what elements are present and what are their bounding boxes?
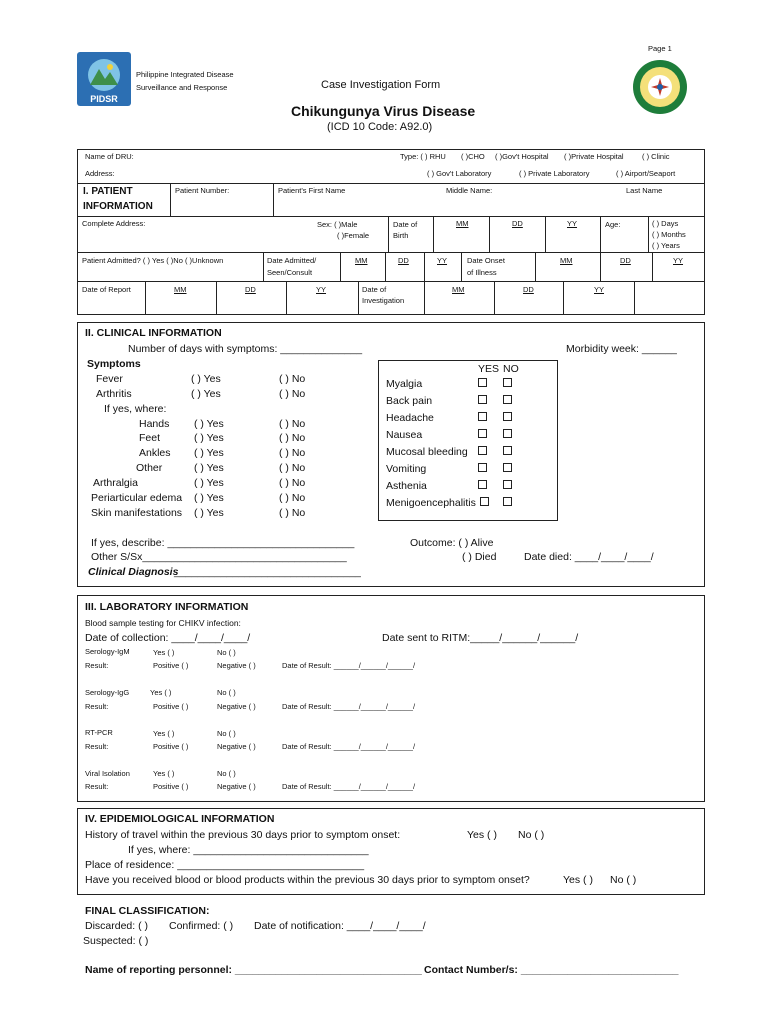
- viral-no[interactable]: No ( ): [217, 769, 236, 778]
- arthralgia-yes[interactable]: ( ) Yes: [194, 477, 224, 489]
- contact-number[interactable]: Contact Number/s: ___________________________: [424, 964, 679, 976]
- other-no[interactable]: ( ) No: [279, 462, 306, 474]
- middle-name-label: Middle Name:: [446, 186, 493, 195]
- outcome-died[interactable]: ( ) Died: [462, 551, 497, 563]
- rtpcr-date-of-result[interactable]: Date of Result: ______/______/______/: [282, 742, 416, 751]
- travel-no[interactable]: No ( ): [518, 829, 545, 841]
- confirmed-option[interactable]: Confirmed: ( ): [169, 920, 234, 932]
- periarticular-edema-no[interactable]: ( ) No: [279, 492, 306, 504]
- report-dd: DD: [245, 285, 256, 294]
- mucosal-bleeding-yes-checkbox[interactable]: [478, 446, 487, 455]
- days-with-symptoms[interactable]: Number of days with symptoms: ______________: [128, 343, 363, 355]
- sex-female-option[interactable]: ( )Female: [337, 231, 370, 240]
- vomiting-no-checkbox[interactable]: [503, 463, 512, 472]
- feet-no[interactable]: ( ) No: [279, 432, 306, 444]
- dob-label-1: Date of: [393, 220, 418, 229]
- igm-result-label: Result:: [85, 661, 109, 670]
- symptom-other: Other: [136, 462, 163, 474]
- doh-seal-text: [632, 59, 633, 60]
- fever-no[interactable]: ( ) No: [279, 373, 306, 385]
- no-column-header: NO: [503, 363, 519, 375]
- type-rhu-option[interactable]: Type: ( ) RHU: [400, 152, 446, 161]
- patient-info-title-2: INFORMATION: [83, 201, 153, 212]
- myalgia-yes-checkbox[interactable]: [478, 378, 487, 387]
- travel-where[interactable]: If yes, where: ______________________________: [128, 844, 369, 856]
- morbidity-week[interactable]: Morbidity week: ______: [566, 343, 677, 355]
- clinical-info-title: II. CLINICAL INFORMATION: [85, 327, 222, 339]
- symptom-myalgia: Myalgia: [386, 378, 423, 390]
- report-yy: YY: [316, 285, 327, 294]
- date-of-report-label: Date of Report: [82, 285, 131, 294]
- admitted-yy: YY: [437, 256, 448, 265]
- type-cho-option[interactable]: ( )CHO: [461, 152, 485, 161]
- reporting-personnel[interactable]: Name of reporting personnel: ________________________________: [85, 964, 422, 976]
- periarticular-edema-yes[interactable]: ( ) Yes: [194, 492, 224, 504]
- discarded-option[interactable]: Discarded: ( ): [85, 920, 149, 932]
- igm-date-of-result[interactable]: Date of Result: ______/______/______/: [282, 661, 416, 670]
- vomiting-yes-checkbox[interactable]: [478, 463, 487, 472]
- date-admitted-label-2: Seen/Consult: [267, 268, 313, 277]
- type-private-hospital-option[interactable]: ( )Private Hospital: [564, 152, 624, 161]
- epidemiological-info-title: IV. EPIDEMIOLOGICAL INFORMATION: [85, 813, 275, 825]
- onset-label-1: Date Onset: [467, 256, 505, 265]
- form-title: Case Investigation Form: [321, 79, 441, 91]
- ankles-no[interactable]: ( ) No: [279, 447, 306, 459]
- page-number: Page 1: [648, 44, 672, 53]
- symptom-headache: Headache: [386, 412, 434, 424]
- test-serology-igg: Serology-IgG: [85, 688, 130, 697]
- age-label: Age:: [605, 220, 621, 229]
- symptom-mucosal-bleeding: Mucosal bleeding: [386, 446, 468, 458]
- symptom-back-pain: Back pain: [386, 395, 433, 407]
- type-airport-option[interactable]: ( ) Airport/Seaport: [616, 169, 676, 178]
- doh-seal: [632, 59, 688, 115]
- igg-no[interactable]: No ( ): [217, 688, 236, 697]
- test-rt-pcr: RT-PCR: [85, 728, 113, 737]
- clinical-diagnosis-label: Clinical Diagnosis: [88, 566, 179, 578]
- first-name-label: Patient's First Name: [278, 186, 346, 195]
- onset-yy: YY: [673, 256, 684, 265]
- arthritis-no[interactable]: ( ) No: [279, 388, 306, 400]
- name-of-dru-label: Name of DRU:: [85, 152, 134, 161]
- symptom-vomiting: Vomiting: [386, 463, 427, 475]
- patient-info-title-1: I. PATIENT: [83, 186, 133, 197]
- nausea-yes-checkbox[interactable]: [478, 429, 487, 438]
- date-admitted-label-1: Date Admitted/: [267, 256, 317, 265]
- rtpcr-yes[interactable]: Yes ( ): [153, 729, 175, 738]
- fever-yes[interactable]: ( ) Yes: [191, 373, 221, 385]
- arthritis-yes[interactable]: ( ) Yes: [191, 388, 221, 400]
- skin-manifestations-no[interactable]: ( ) No: [279, 507, 306, 519]
- dob-mm: MM: [456, 219, 469, 228]
- hands-yes[interactable]: ( ) Yes: [194, 418, 224, 430]
- other-ssx[interactable]: Other S/Sx___________________________________: [91, 551, 347, 563]
- dob-dd: DD: [512, 219, 523, 228]
- feet-yes[interactable]: ( ) Yes: [194, 432, 224, 444]
- symptom-ankles: Ankles: [139, 447, 171, 459]
- symptoms-heading: Symptoms: [87, 358, 141, 370]
- viral-negative[interactable]: Negative ( ): [217, 782, 256, 791]
- admitted-mm: MM: [355, 256, 368, 265]
- org-line-1: Philippine Integrated Disease: [136, 70, 234, 79]
- rtpcr-positive[interactable]: Positive ( ): [153, 742, 189, 751]
- arthralgia-no[interactable]: ( ) No: [279, 477, 306, 489]
- viral-yes[interactable]: Yes ( ): [153, 769, 175, 778]
- symptom-periarticular-edema: Periarticular edema: [91, 492, 183, 504]
- if-yes-describe[interactable]: If yes, describe: ________________________________: [91, 537, 355, 549]
- date-of-notification[interactable]: Date of notification: ____/____/____/: [254, 920, 426, 932]
- onset-mm: MM: [560, 256, 573, 265]
- patient-admitted-options[interactable]: Patient Admitted? ( ) Yes ( )No ( )Unknown: [82, 256, 224, 265]
- asthenia-yes-checkbox[interactable]: [478, 480, 487, 489]
- travel-history-question: History of travel within the previous 30 days prior to symptom onset:: [85, 829, 401, 841]
- type-govt-hospital-option[interactable]: ( )Gov't Hospital: [495, 152, 549, 161]
- pidsr-logo-text: PIDSR: [90, 94, 118, 104]
- igm-negative[interactable]: Negative ( ): [217, 661, 256, 670]
- symptom-hands: Hands: [139, 418, 170, 430]
- other-yes[interactable]: ( ) Yes: [194, 462, 224, 474]
- sex-male-option[interactable]: Sex: ( )Male: [317, 220, 358, 229]
- investigation-label-1: Date of: [362, 285, 387, 294]
- symptom-arthralgia: Arthralgia: [93, 477, 138, 489]
- igm-yes[interactable]: Yes ( ): [153, 648, 175, 657]
- type-clinic-option[interactable]: ( ) Clinic: [642, 152, 670, 161]
- type-govt-lab-option[interactable]: ( ) Gov't Laboratory: [427, 169, 492, 178]
- igg-negative[interactable]: Negative ( ): [217, 702, 256, 711]
- rtpcr-negative[interactable]: Negative ( ): [217, 742, 256, 751]
- laboratory-info-title: III. LABORATORY INFORMATION: [85, 601, 249, 613]
- rtpcr-result-label: Result:: [85, 742, 109, 751]
- date-of-collection[interactable]: Date of collection: ____/____/____/: [85, 632, 251, 644]
- if-yes-where-label: If yes, where:: [104, 403, 167, 415]
- investigation-mm: MM: [452, 285, 465, 294]
- ankles-yes[interactable]: ( ) Yes: [194, 447, 224, 459]
- age-years-option[interactable]: ( ) Years: [652, 241, 680, 250]
- pidsr-logo: [77, 52, 131, 106]
- symptom-nausea: Nausea: [386, 429, 423, 441]
- age-days-option[interactable]: ( ) Days: [652, 219, 679, 228]
- investigation-yy: YY: [594, 285, 605, 294]
- hands-no[interactable]: ( ) No: [279, 418, 306, 430]
- blood-products-question: Have you received blood or blood products within the previous 30 days prior to symptom onset?: [85, 874, 530, 886]
- igg-yes[interactable]: Yes ( ): [150, 688, 172, 697]
- address-label: Address:: [85, 169, 115, 178]
- dob-yy: YY: [567, 219, 578, 228]
- symptom-asthenia: Asthenia: [386, 480, 427, 492]
- igm-positive[interactable]: Positive ( ): [153, 661, 189, 670]
- nausea-no-checkbox[interactable]: [503, 429, 512, 438]
- asthenia-no-checkbox[interactable]: [503, 480, 512, 489]
- blood-products-yes[interactable]: Yes ( ): [563, 874, 593, 886]
- org-line-2: Surveillance and Response: [136, 83, 228, 92]
- patient-info-box: [77, 149, 705, 315]
- date-died[interactable]: Date died: ____/____/____/: [524, 551, 654, 563]
- sample-testing-label: Blood sample testing for CHIKV infection:: [85, 618, 241, 628]
- report-mm: MM: [174, 285, 187, 294]
- back-pain-yes-checkbox[interactable]: [478, 395, 487, 404]
- last-name-label: Last Name: [626, 186, 663, 195]
- test-viral-isolation: Viral Isolation: [85, 769, 130, 778]
- symptom-feet: Feet: [139, 432, 161, 444]
- rtpcr-no[interactable]: No ( ): [217, 729, 236, 738]
- symptom-menigoencephalitis: Menigoencephalitis: [386, 497, 476, 509]
- place-of-residence[interactable]: Place of residence: ________________________________: [85, 859, 365, 871]
- viral-date-of-result[interactable]: Date of Result: ______/______/______/: [282, 782, 416, 791]
- doh-seal-icon: [632, 59, 688, 115]
- skin-manifestations-yes[interactable]: ( ) Yes: [194, 507, 224, 519]
- travel-yes[interactable]: Yes ( ): [467, 829, 497, 841]
- headache-no-checkbox[interactable]: [503, 412, 512, 421]
- icd-code: (ICD 10 Code: A92.0): [327, 121, 433, 133]
- myalgia-no-checkbox[interactable]: [503, 378, 512, 387]
- final-classification-title: FINAL CLASSIFICATION:: [85, 905, 210, 917]
- yes-column-header: YES: [478, 363, 500, 375]
- date-sent-to-ritm[interactable]: Date sent to RITM:_____/______/______/: [382, 632, 579, 644]
- type-private-lab-option[interactable]: ( ) Private Laboratory: [519, 169, 590, 178]
- igm-no[interactable]: No ( ): [217, 648, 236, 657]
- symptom-fever: Fever: [96, 373, 123, 385]
- viral-positive[interactable]: Positive ( ): [153, 782, 189, 791]
- admitted-dd: DD: [398, 256, 409, 265]
- clinical-diagnosis-field[interactable]: ________________________________: [174, 566, 361, 578]
- investigation-label-2: Investigation: [362, 296, 405, 305]
- dob-label-2: Birth: [393, 231, 409, 240]
- patient-number-label: Patient Number:: [175, 186, 230, 195]
- symptom-arthritis: Arthritis: [96, 388, 132, 400]
- headache-yes-checkbox[interactable]: [478, 412, 487, 421]
- igg-positive[interactable]: Positive ( ): [153, 702, 189, 711]
- pidsr-logo-icon: [77, 52, 131, 106]
- test-serology-igm: Serology-IgM: [85, 647, 130, 656]
- back-pain-no-checkbox[interactable]: [503, 395, 512, 404]
- menigoencephalitis-yes-checkbox[interactable]: [480, 497, 489, 506]
- viral-result-label: Result:: [85, 782, 109, 791]
- disease-title: Chikungunya Virus Disease: [291, 103, 476, 119]
- onset-label-2: of Illness: [467, 268, 497, 277]
- menigoencephalitis-no-checkbox[interactable]: [503, 497, 512, 506]
- igg-result-label: Result:: [85, 702, 109, 711]
- blood-products-no[interactable]: No ( ): [610, 874, 637, 886]
- symptom-skin-manifestations: Skin manifestations: [91, 507, 183, 519]
- investigation-dd: DD: [523, 285, 534, 294]
- suspected-option[interactable]: Suspected: ( ): [83, 935, 149, 947]
- onset-dd: DD: [620, 256, 631, 265]
- outcome-alive[interactable]: Outcome: ( ) Alive: [410, 537, 494, 549]
- mucosal-bleeding-no-checkbox[interactable]: [503, 446, 512, 455]
- igg-date-of-result[interactable]: Date of Result: ______/______/______/: [282, 702, 416, 711]
- age-months-option[interactable]: ( ) Months: [652, 230, 686, 239]
- complete-address-label: Complete Address:: [82, 219, 146, 228]
